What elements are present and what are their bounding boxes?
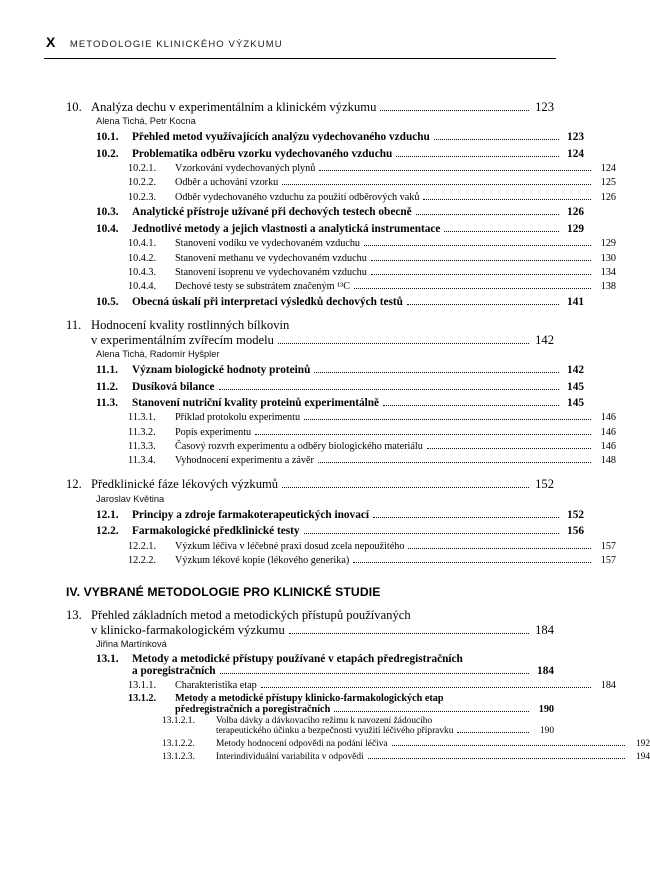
toc-entry[interactable] bbox=[96, 363, 584, 378]
toc-entry-text: Odběr a uchování vzorku bbox=[175, 177, 279, 189]
leader-dots bbox=[383, 405, 559, 406]
toc-entry-text: Význam biologické hodnoty proteinů bbox=[132, 364, 311, 377]
toc-entry-page: 190 bbox=[538, 703, 554, 715]
toc-entry-text-line2: terapeutického účinku a bezpečnosti využití léčivého přípravku bbox=[216, 726, 454, 737]
leader-dots bbox=[304, 533, 559, 534]
toc-entry-text-line2: předregistračních a poregistračních bbox=[175, 703, 331, 715]
toc-entry-page: 190 bbox=[539, 726, 554, 737]
toc-entry-text: Obecná úskalí při interpretaci výsledků dechových testů bbox=[132, 295, 403, 308]
leader-dots bbox=[444, 231, 559, 232]
toc-entry[interactable] bbox=[128, 440, 616, 453]
toc-entry[interactable] bbox=[162, 751, 650, 763]
toc-entry-text: Stanovení methanu ve vydechovaném vzduchu bbox=[175, 252, 367, 264]
toc-entry[interactable] bbox=[96, 130, 584, 145]
toc-entry-text: Dusíková bilance bbox=[132, 380, 215, 393]
toc-entry-page: 157 bbox=[600, 554, 616, 566]
toc-entry-number: 10.4.3. bbox=[128, 266, 157, 278]
part-heading: IV. VYBRANÉ METODOLOGIE PRO KLINICKÉ STUDIE bbox=[66, 585, 381, 600]
toc-entry[interactable] bbox=[96, 524, 584, 539]
leader-dots bbox=[354, 288, 591, 289]
toc-entry[interactable] bbox=[128, 454, 616, 467]
leader-dots bbox=[408, 548, 591, 549]
toc-entry-page: 123 bbox=[567, 131, 584, 144]
leader-dots bbox=[364, 245, 591, 246]
toc-entry[interactable] bbox=[128, 540, 616, 553]
toc-entry-page: 142 bbox=[567, 364, 584, 377]
running-head-rule bbox=[44, 58, 556, 59]
toc-entry-page: 124 bbox=[600, 163, 616, 175]
leader-dots bbox=[319, 170, 591, 171]
toc-entry[interactable] bbox=[66, 99, 554, 115]
running-head-title: METODOLOGIE KLINICKÉHO VÝZKUMU bbox=[69, 39, 283, 50]
toc-entry[interactable] bbox=[128, 237, 616, 250]
toc-entry-page: 146 bbox=[600, 426, 616, 438]
toc-entry[interactable] bbox=[128, 162, 616, 175]
toc-entry[interactable] bbox=[96, 205, 584, 220]
toc-entry-page: 184 bbox=[535, 623, 554, 638]
toc-entry-text: Vyhodnocení experimentu a závěr bbox=[175, 455, 314, 467]
toc-entry[interactable] bbox=[96, 653, 554, 678]
toc-entry[interactable] bbox=[128, 176, 616, 189]
toc-entry-page: 152 bbox=[535, 477, 554, 492]
toc-entry[interactable] bbox=[96, 147, 584, 162]
toc-entry[interactable] bbox=[96, 222, 584, 237]
toc-entry-text: Přehled základních metod a metodických přístupů používaných bbox=[91, 608, 411, 623]
toc-entry-page: 141 bbox=[567, 295, 584, 308]
toc-entry-text-line2: v experimentálním zvířecím modelu bbox=[91, 333, 274, 348]
toc-entry-number: 10.2. bbox=[96, 147, 119, 160]
toc-entry[interactable] bbox=[66, 318, 554, 348]
toc-entry-page: 148 bbox=[600, 455, 616, 467]
toc-entry-text: Jednotlivé metody a jejich vlastnosti a analytická instrumentace bbox=[132, 222, 441, 235]
toc-entry-page: 130 bbox=[600, 252, 616, 264]
toc-entry-text: Odběr vydechovaného vzduchu za použití odběrových vaků bbox=[175, 191, 420, 203]
toc-entry-text: Stanovení isoprenu ve vydechovaném vzduchu bbox=[175, 266, 367, 278]
toc-entry-number: 10.4. bbox=[96, 222, 119, 235]
toc-entry-number: 10.2.1. bbox=[128, 163, 157, 175]
leader-dots bbox=[220, 673, 529, 674]
toc-entry-number: 13.1.2.1. bbox=[162, 716, 195, 727]
toc-entry[interactable] bbox=[128, 679, 616, 692]
running-head bbox=[44, 34, 556, 50]
toc-entry[interactable] bbox=[96, 380, 584, 395]
leader-dots bbox=[427, 448, 591, 449]
toc-entry[interactable] bbox=[66, 608, 554, 638]
toc-entry-authors: Alena Tichá, Petr Kocna bbox=[96, 116, 196, 127]
toc-entry[interactable] bbox=[128, 280, 616, 293]
toc-entry-text: Farmakologické předklinické testy bbox=[132, 525, 300, 538]
toc-entry-page: 156 bbox=[567, 525, 584, 538]
toc-entry[interactable] bbox=[96, 508, 584, 523]
toc-entry-page: 194 bbox=[635, 752, 650, 763]
toc-entry-text: Hodnocení kvality rostlinných bílkovin bbox=[91, 318, 290, 333]
toc-entry-number: 13.1.2.3. bbox=[162, 752, 195, 763]
toc-entry-text: Charakteristika etap bbox=[175, 679, 257, 691]
toc-entry-page: 126 bbox=[567, 206, 584, 219]
leader-dots bbox=[318, 462, 591, 463]
leader-dots bbox=[353, 562, 591, 563]
leader-dots bbox=[368, 758, 625, 759]
toc-entry-page: 146 bbox=[600, 412, 616, 424]
toc-entry-page: 123 bbox=[535, 100, 554, 114]
toc-entry-number: 12.1. bbox=[96, 508, 119, 521]
toc-entry-text: Předklinické fáze lékových výzkumů bbox=[91, 477, 279, 492]
leader-dots bbox=[407, 304, 559, 305]
leader-dots bbox=[416, 214, 559, 215]
toc-entry[interactable] bbox=[66, 476, 554, 492]
leader-dots bbox=[255, 434, 591, 435]
toc-entry-number: 12.2.2. bbox=[128, 554, 157, 566]
toc-entry-text: Interindividuální variabilita v odpovědi bbox=[216, 752, 364, 763]
toc-entry-text: Příklad protokolu experimentu bbox=[175, 412, 301, 424]
toc-entry-number: 11.1. bbox=[96, 364, 118, 377]
leader-dots bbox=[371, 260, 591, 261]
leader-dots bbox=[423, 199, 591, 200]
toc-entry-page: 184 bbox=[537, 665, 554, 678]
toc-entry-page: 145 bbox=[567, 396, 584, 409]
toc-entry[interactable] bbox=[128, 693, 554, 716]
toc-entry[interactable] bbox=[128, 252, 616, 265]
toc-entry-number: 11.3. bbox=[96, 396, 118, 409]
toc-entry-text: Vzorkování vydechovaných plynů bbox=[175, 163, 316, 175]
toc-entry-page: 145 bbox=[567, 380, 584, 393]
toc-entry-page: 142 bbox=[535, 333, 554, 348]
toc-entry-text: Časový rozvrh experimentu a odběry biologického materiálu bbox=[175, 440, 423, 452]
toc-entry-text-line2: v klinicko-farmakologickém výzkumu bbox=[91, 623, 285, 638]
toc-entry-text: Stanovení nutriční kvality proteinů experimentálně bbox=[132, 396, 380, 409]
leader-dots bbox=[457, 732, 529, 733]
toc-entry[interactable] bbox=[128, 266, 616, 279]
leader-dots bbox=[261, 687, 591, 688]
toc-entry-text: Analytické přístroje užívané při dechových testech obecně bbox=[132, 206, 412, 219]
leader-dots bbox=[304, 419, 591, 420]
toc-entry-number: 11.3.1. bbox=[128, 412, 156, 424]
toc-entry[interactable] bbox=[128, 554, 616, 567]
toc-entry-page: 126 bbox=[600, 191, 616, 203]
leader-dots bbox=[392, 745, 625, 746]
toc-entry-number: 12.2. bbox=[96, 525, 119, 538]
toc-entry-page: 129 bbox=[600, 238, 616, 250]
toc-entry-number: 10.4.4. bbox=[128, 281, 157, 293]
toc-entry-page: 125 bbox=[600, 177, 616, 189]
folio-number: X bbox=[46, 34, 56, 50]
toc-entry-number: 12.2.1. bbox=[128, 540, 157, 552]
toc-entry-number: 13.1.1. bbox=[128, 679, 157, 691]
toc-entry[interactable] bbox=[96, 396, 584, 411]
leader-dots bbox=[334, 711, 529, 712]
toc-entry-number: 10. bbox=[66, 100, 82, 114]
leader-dots bbox=[373, 517, 559, 518]
toc-entry-number: 10.2.3. bbox=[128, 191, 157, 203]
toc-entry-authors: Alena Tichá, Radomír Hyšpler bbox=[96, 349, 220, 360]
toc-entry-text: Problematika odběru vzorku vydechovaného vzduchu bbox=[132, 147, 393, 160]
leader-dots bbox=[282, 184, 591, 185]
toc-entry-number: 10.5. bbox=[96, 295, 119, 308]
toc-entry-page: 146 bbox=[600, 440, 616, 452]
leader-dots bbox=[434, 139, 559, 140]
toc-entry-page: 134 bbox=[600, 266, 616, 278]
leader-dots bbox=[282, 487, 529, 488]
toc-entry-page: 129 bbox=[567, 222, 584, 235]
toc-entry-text: Metody a metodické přístupy klinicko-farmakologických etap bbox=[175, 692, 444, 704]
toc-entry-number: 10.4.1. bbox=[128, 238, 157, 250]
toc-entry-number: 10.3. bbox=[96, 206, 119, 219]
toc-entry-text: Přehled metod využívajících analýzu vydechovaného vzduchu bbox=[132, 131, 430, 144]
toc-entry-text-line2: a poregistračních bbox=[132, 665, 216, 678]
toc-entry-number: 11.2. bbox=[96, 380, 118, 393]
toc-entry[interactable] bbox=[162, 716, 554, 737]
toc-entry-text: Výzkum lékové kopie (lékového generika) bbox=[175, 554, 350, 566]
leader-dots bbox=[289, 633, 529, 634]
toc-entry-number: 11.3.2. bbox=[128, 426, 156, 438]
toc-entry-text: Volba dávky a dávkovacího režimu k navození žádoucího bbox=[216, 716, 433, 727]
toc-entry-text: Analýza dechu v experimentálním a klinickém výzkumu bbox=[91, 100, 377, 114]
toc-entry-number: 13.1.2. bbox=[128, 692, 157, 704]
toc-entry-text: Popis experimentu bbox=[175, 426, 252, 438]
toc-entry[interactable] bbox=[128, 426, 616, 439]
table-of-contents bbox=[44, 99, 650, 763]
leader-dots bbox=[380, 110, 529, 111]
toc-entry-page: 157 bbox=[600, 540, 616, 552]
toc-entry-number: 10.1. bbox=[96, 131, 119, 144]
toc-entry-number: 11. bbox=[66, 318, 82, 333]
toc-entry-text: Principy a zdroje farmakoterapeutických inovací bbox=[132, 508, 369, 521]
toc-entry-authors: Jiřina Martínková bbox=[96, 639, 167, 650]
toc-entry-authors: Jaroslav Květina bbox=[96, 493, 165, 504]
toc-entry-number: 10.2.2. bbox=[128, 177, 157, 189]
leader-dots bbox=[219, 389, 559, 390]
toc-entry-text: Výzkum léčiva v léčebné praxi dosud zcela nepoužitého bbox=[175, 540, 405, 552]
toc-entry[interactable] bbox=[128, 191, 616, 204]
toc-entry-number: 13. bbox=[66, 608, 82, 623]
toc-entry-page: 184 bbox=[600, 679, 616, 691]
toc-entry[interactable] bbox=[162, 738, 650, 750]
leader-dots bbox=[314, 372, 559, 373]
toc-entry-number: 13.1. bbox=[96, 653, 119, 666]
toc-entry-number: 11.3.4. bbox=[128, 455, 156, 467]
toc-entry-number: 11.3.3. bbox=[128, 440, 156, 452]
leader-dots bbox=[371, 274, 591, 275]
toc-entry[interactable] bbox=[128, 411, 616, 424]
leader-dots bbox=[278, 343, 529, 344]
toc-entry-text: Stanovení vodíku ve vydechovaném vzduchu bbox=[175, 238, 361, 250]
toc-entry-page: 152 bbox=[567, 508, 584, 521]
toc-entry-number: 13.1.2.2. bbox=[162, 738, 195, 749]
toc-entry[interactable] bbox=[96, 295, 584, 310]
toc-entry-page: 138 bbox=[600, 281, 616, 293]
toc-entry-page: 192 bbox=[635, 738, 650, 749]
toc-entry-number: 10.4.2. bbox=[128, 252, 157, 264]
toc-entry-page: 124 bbox=[567, 147, 584, 160]
toc-entry-text: Metody a metodické přístupy používané v etapách předregistračních bbox=[132, 653, 463, 666]
toc-entry-text: Metody hodnocení odpovědi na podání léčiva bbox=[216, 738, 388, 749]
toc-entry-text: Dechové testy se substrátem značeným ¹³C bbox=[175, 281, 350, 293]
toc-entry-number: 12. bbox=[66, 477, 82, 492]
leader-dots bbox=[396, 156, 559, 157]
